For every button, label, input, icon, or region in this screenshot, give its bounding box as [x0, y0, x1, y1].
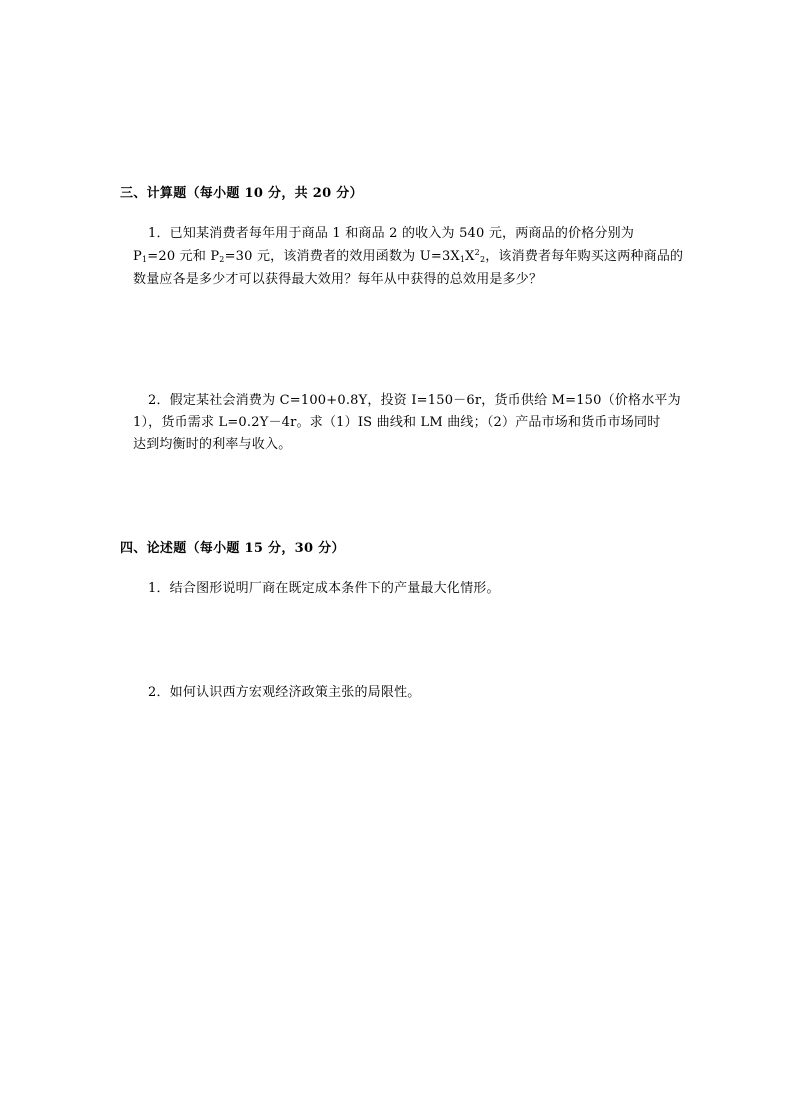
section-heading-calculation: 三、计算题（每小题 10 分，共 20 分） [120, 186, 363, 201]
calc-q1-sub4: 2 [479, 255, 486, 264]
calc-q1-utility-text: =30 元，该消费者的效用函数为 U=3X [224, 249, 460, 264]
calc-q1-tail-text: ，该消费者每年购买这两种商品的 [485, 249, 684, 264]
calc-q1-p2-text: =20 元和 P [147, 249, 220, 264]
calc-q1-sub2: 2 [219, 255, 225, 264]
calc-q2-line1: 2．假定某社会消费为 C=100+0.8Y，投资 I=150－6r，货币供给 M=150（价格水平为 [148, 393, 681, 408]
calc-q1-line3: 数量应各是多少才可以获得最大效用？每年从中获得的总效用是多少？ [133, 272, 543, 287]
calc-q2-line2: 1），货币需求 L=0.2Y－4r。求（1）IS 曲线和 LM 曲线；（2）产品市场和货币市场同时 [133, 415, 661, 430]
calc-q1-p: P [133, 249, 142, 264]
calc-q1-sub3: 1 [459, 255, 466, 264]
calc-q1-sup: 2 [474, 248, 480, 257]
essay-q1: 1．结合图形说明厂商在既定成本条件下的产量最大化情形。 [148, 581, 500, 596]
section-heading-essay: 四、论述题（每小题 15 分，30 分） [120, 541, 345, 556]
essay-q2: 2．如何认识西方宏观经济政策主张的局限性。 [148, 685, 421, 700]
calc-q1-x2: X [465, 249, 475, 264]
calc-q1-line1: 1．已知某消费者每年用于商品 1 和商品 2 的收入为 540 元，两商品的价格分别为 [148, 226, 635, 241]
calc-q1-sub1: 1 [141, 255, 148, 264]
calc-q2-line3: 达到均衡时的利率与收入。 [133, 437, 292, 452]
calc-q1-line2 [133, 245, 683, 264]
